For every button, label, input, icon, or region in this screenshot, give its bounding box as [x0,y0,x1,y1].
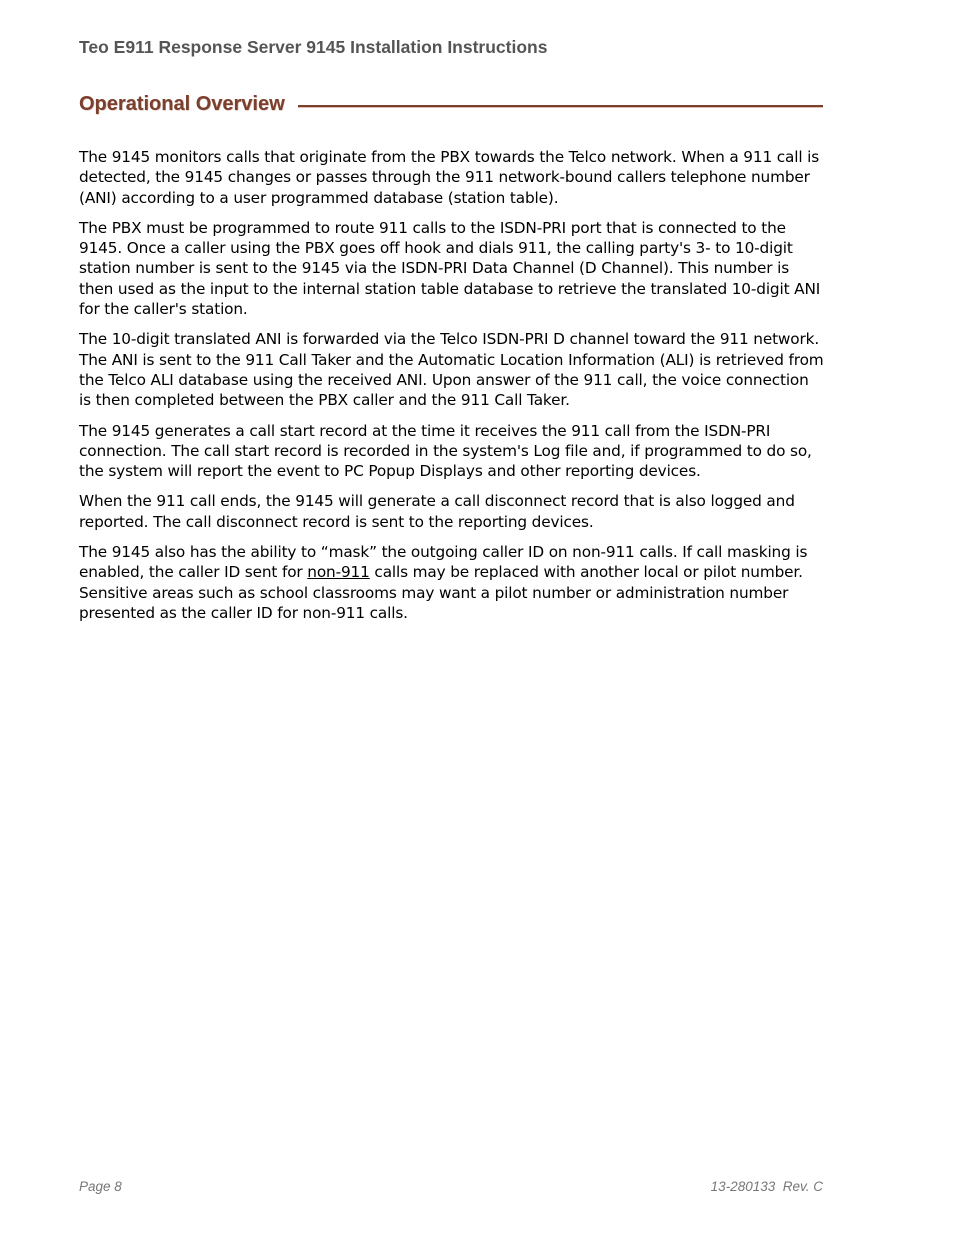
paragraph: When the 911 call ends, the 9145 will generate a call disconnect record that is also logged and reported. The call disconnect record is sent to the reporting devices. [79,492,795,531]
footer-page-number: Page 8 [79,1179,122,1194]
section-divider-rule [298,105,823,107]
paragraph-caller-id-masking [79,542,824,623]
paragraph: The 9145 monitors calls that originate from the PBX towards the Telco network. When a 911 call is detected, the 9145 changes or passes through the 911 network-bound callers telephone number (ANI) according to a user programmed database (station table). [79,148,820,207]
paragraph: The 10-digit translated ANI is forwarded via the Telco ISDN-PRI D channel toward the 911 network. The ANI is sent to the 911 Call Taker and the Automatic Location Information (ALI) is retrieved from the Telco ALI database using the received ANI. Upon answer of the 911 call, the voice connection is then completed between the PBX caller and the 911 Call Taker. [79,330,824,410]
paragraph: The 9145 generates a call start record at the time it receives the 911 call from the ISDN-PRI connection. The call start record is recorded in the system's Log file and, if programmed to do so, the system will report the event to PC Popup Displays and other reporting devices. [79,421,812,481]
section-title: Operational Overview [79,93,285,115]
paragraph-text: calls may be replaced with another local or pilot number. Sensitive areas such as school classrooms may want a pilot number or administration number presented as the caller ID for non-911 calls. [79,563,803,622]
body-text [79,147,824,633]
paragraph-text: The 9145 also has the ability to “mask” the outgoing caller ID on non-911 calls. If call masking is enabled, the caller ID sent for [79,543,808,582]
section-heading [79,93,823,116]
document-header-title: Teo E911 Response Server 9145 Installation Instructions [79,37,548,57]
paragraph: The PBX must be programmed to route 911 calls to the ISDN-PRI port that is connected to the 9145. Once a caller using the PBX goes off hook and dials 911, the calling party's 3- to 10-digit station number is sent to the 9145 via the ISDN-PRI Data Channel (D Channel). This number is then used as the input to the internal station table database to retrieve the translated 10-digit ANI for the caller's station. [79,218,821,319]
footer-document-number: 13-280133 Rev. C [710,1179,823,1194]
underlined-term: non-911 [307,563,370,582]
